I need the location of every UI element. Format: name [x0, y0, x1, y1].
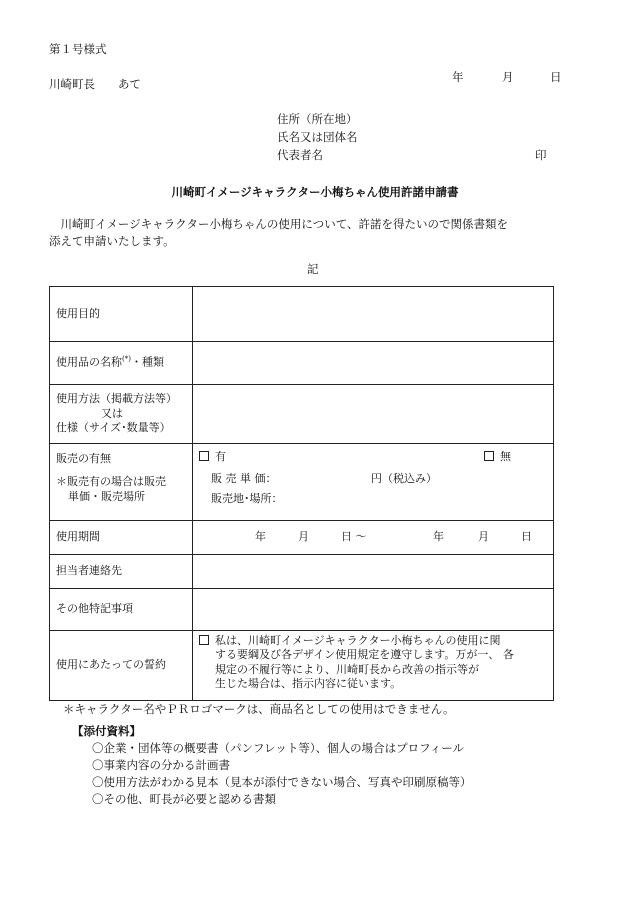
item-field[interactable]: [193, 342, 554, 385]
attachment-item-1: 〇企業・団体等の概要書（パンフレット等）、個人の場合はプロフィール: [92, 741, 465, 755]
other-notes-field[interactable]: [193, 589, 554, 631]
pledge-text-line4: 生じた場合は、指示内容に従います。: [215, 676, 402, 690]
attachments-heading: 【添付資料】: [72, 724, 141, 738]
sale-field: [193, 444, 554, 521]
period-to-month: 月: [478, 530, 489, 543]
price-label: 販 売 単 価：: [211, 472, 277, 485]
table-row-method: [50, 385, 554, 444]
address-label: 住所（所在地）: [277, 112, 358, 126]
item-footnote-mark: (*): [122, 355, 131, 364]
intro-line-1: 川崎町イメージキャラクター小梅ちゃんの使用について、許諾を得たいので関係書類を: [49, 217, 508, 231]
method-label-line2: 又は: [101, 406, 123, 420]
sale-no-checkbox[interactable]: [484, 451, 494, 461]
method-field[interactable]: [193, 385, 554, 444]
representative-label: 代表者名: [277, 148, 323, 162]
seal-mark: 印: [535, 148, 547, 162]
period-label: 使用期間: [56, 530, 100, 544]
price-unit: 円（税込み）: [371, 472, 437, 485]
table-row-pledge: [50, 631, 554, 701]
table-row-other: [50, 589, 554, 631]
sale-no-label: 無: [500, 450, 511, 463]
form-number: 第１号様式: [49, 42, 107, 56]
contact-field[interactable]: [193, 555, 554, 589]
period-to-year: 年: [433, 530, 444, 543]
table-row-sale: [50, 444, 554, 521]
character-name-footnote: ＊キャラクター名やＰＲロゴマークは、商品名としての使用はできません。: [63, 702, 455, 716]
attachment-item-2: 〇事業内容の分かる計画書: [92, 758, 230, 772]
purpose-field[interactable]: [193, 287, 554, 342]
date-month-label: 月: [502, 70, 514, 84]
application-table: [49, 286, 554, 701]
table-row-item: [50, 342, 554, 385]
sale-yes-option[interactable]: [199, 450, 226, 463]
ki-label: 記: [307, 262, 319, 276]
table-row-period: [50, 521, 554, 555]
document-title: 川崎町イメージキャラクター小梅ちゃん使用許諾申請書: [171, 185, 459, 199]
name-label: 氏名又は団体名: [277, 130, 358, 144]
contact-label: 担当者連絡先: [56, 564, 122, 578]
pledge-text-line2: する要綱及び各デザイン使用規定を遵守します。万が一、 各: [215, 648, 514, 662]
sale-note-line1: ＊販売有の場合は販売: [56, 474, 166, 488]
pledge-text-line1: 私は、川崎町イメージキャラクター小梅ちゃんの使用に関: [215, 634, 501, 647]
sale-note-line2: 単価・販売場所: [68, 489, 145, 503]
sale-no-option[interactable]: [484, 450, 511, 465]
period-from-day: 日 ～: [341, 530, 367, 543]
pledge-checkbox[interactable]: [199, 635, 209, 645]
date-day-label: 日: [550, 70, 562, 84]
other-notes-label: その他特記事項: [56, 602, 133, 616]
sale-label: 販売の有無: [56, 452, 111, 465]
table-row-purpose: [50, 287, 554, 342]
period-from-month: 月: [298, 530, 309, 543]
method-label-line1: 使用方法（掲載方法等）: [56, 391, 177, 405]
sale-yes-label: 有: [215, 450, 226, 463]
item-label: 使用品の名称: [56, 355, 122, 369]
table-row-contact: [50, 555, 554, 589]
period-to-day: 日: [521, 530, 532, 543]
intro-line-2: 添えて申請いたします。: [49, 234, 175, 248]
attachment-item-3: 〇使用方法がわかる見本（見本が添付できない場合、写真や印刷原稿等）: [92, 775, 472, 789]
period-from-year: 年: [255, 530, 266, 543]
pledge-text-line3: 規定の不履行等により、川崎町長から改善の指示等が: [215, 662, 479, 676]
purpose-label: 使用目的: [56, 306, 100, 320]
addressee: 川崎町長 あて: [49, 77, 141, 91]
sale-yes-checkbox[interactable]: [199, 451, 209, 461]
item-label-suffix: ・種類: [130, 355, 164, 369]
attachment-item-4: 〇その他、町長が必要と認める書類: [92, 792, 276, 806]
place-label: 販売地･場所：: [211, 492, 283, 505]
pledge-label: 使用にあたっての誓約: [56, 658, 166, 672]
period-field[interactable]: [193, 521, 554, 555]
method-label-line3: 仕様（サイズ･数量等）: [56, 421, 171, 435]
date-year-label: 年: [452, 70, 464, 84]
pledge-field: [193, 631, 554, 701]
